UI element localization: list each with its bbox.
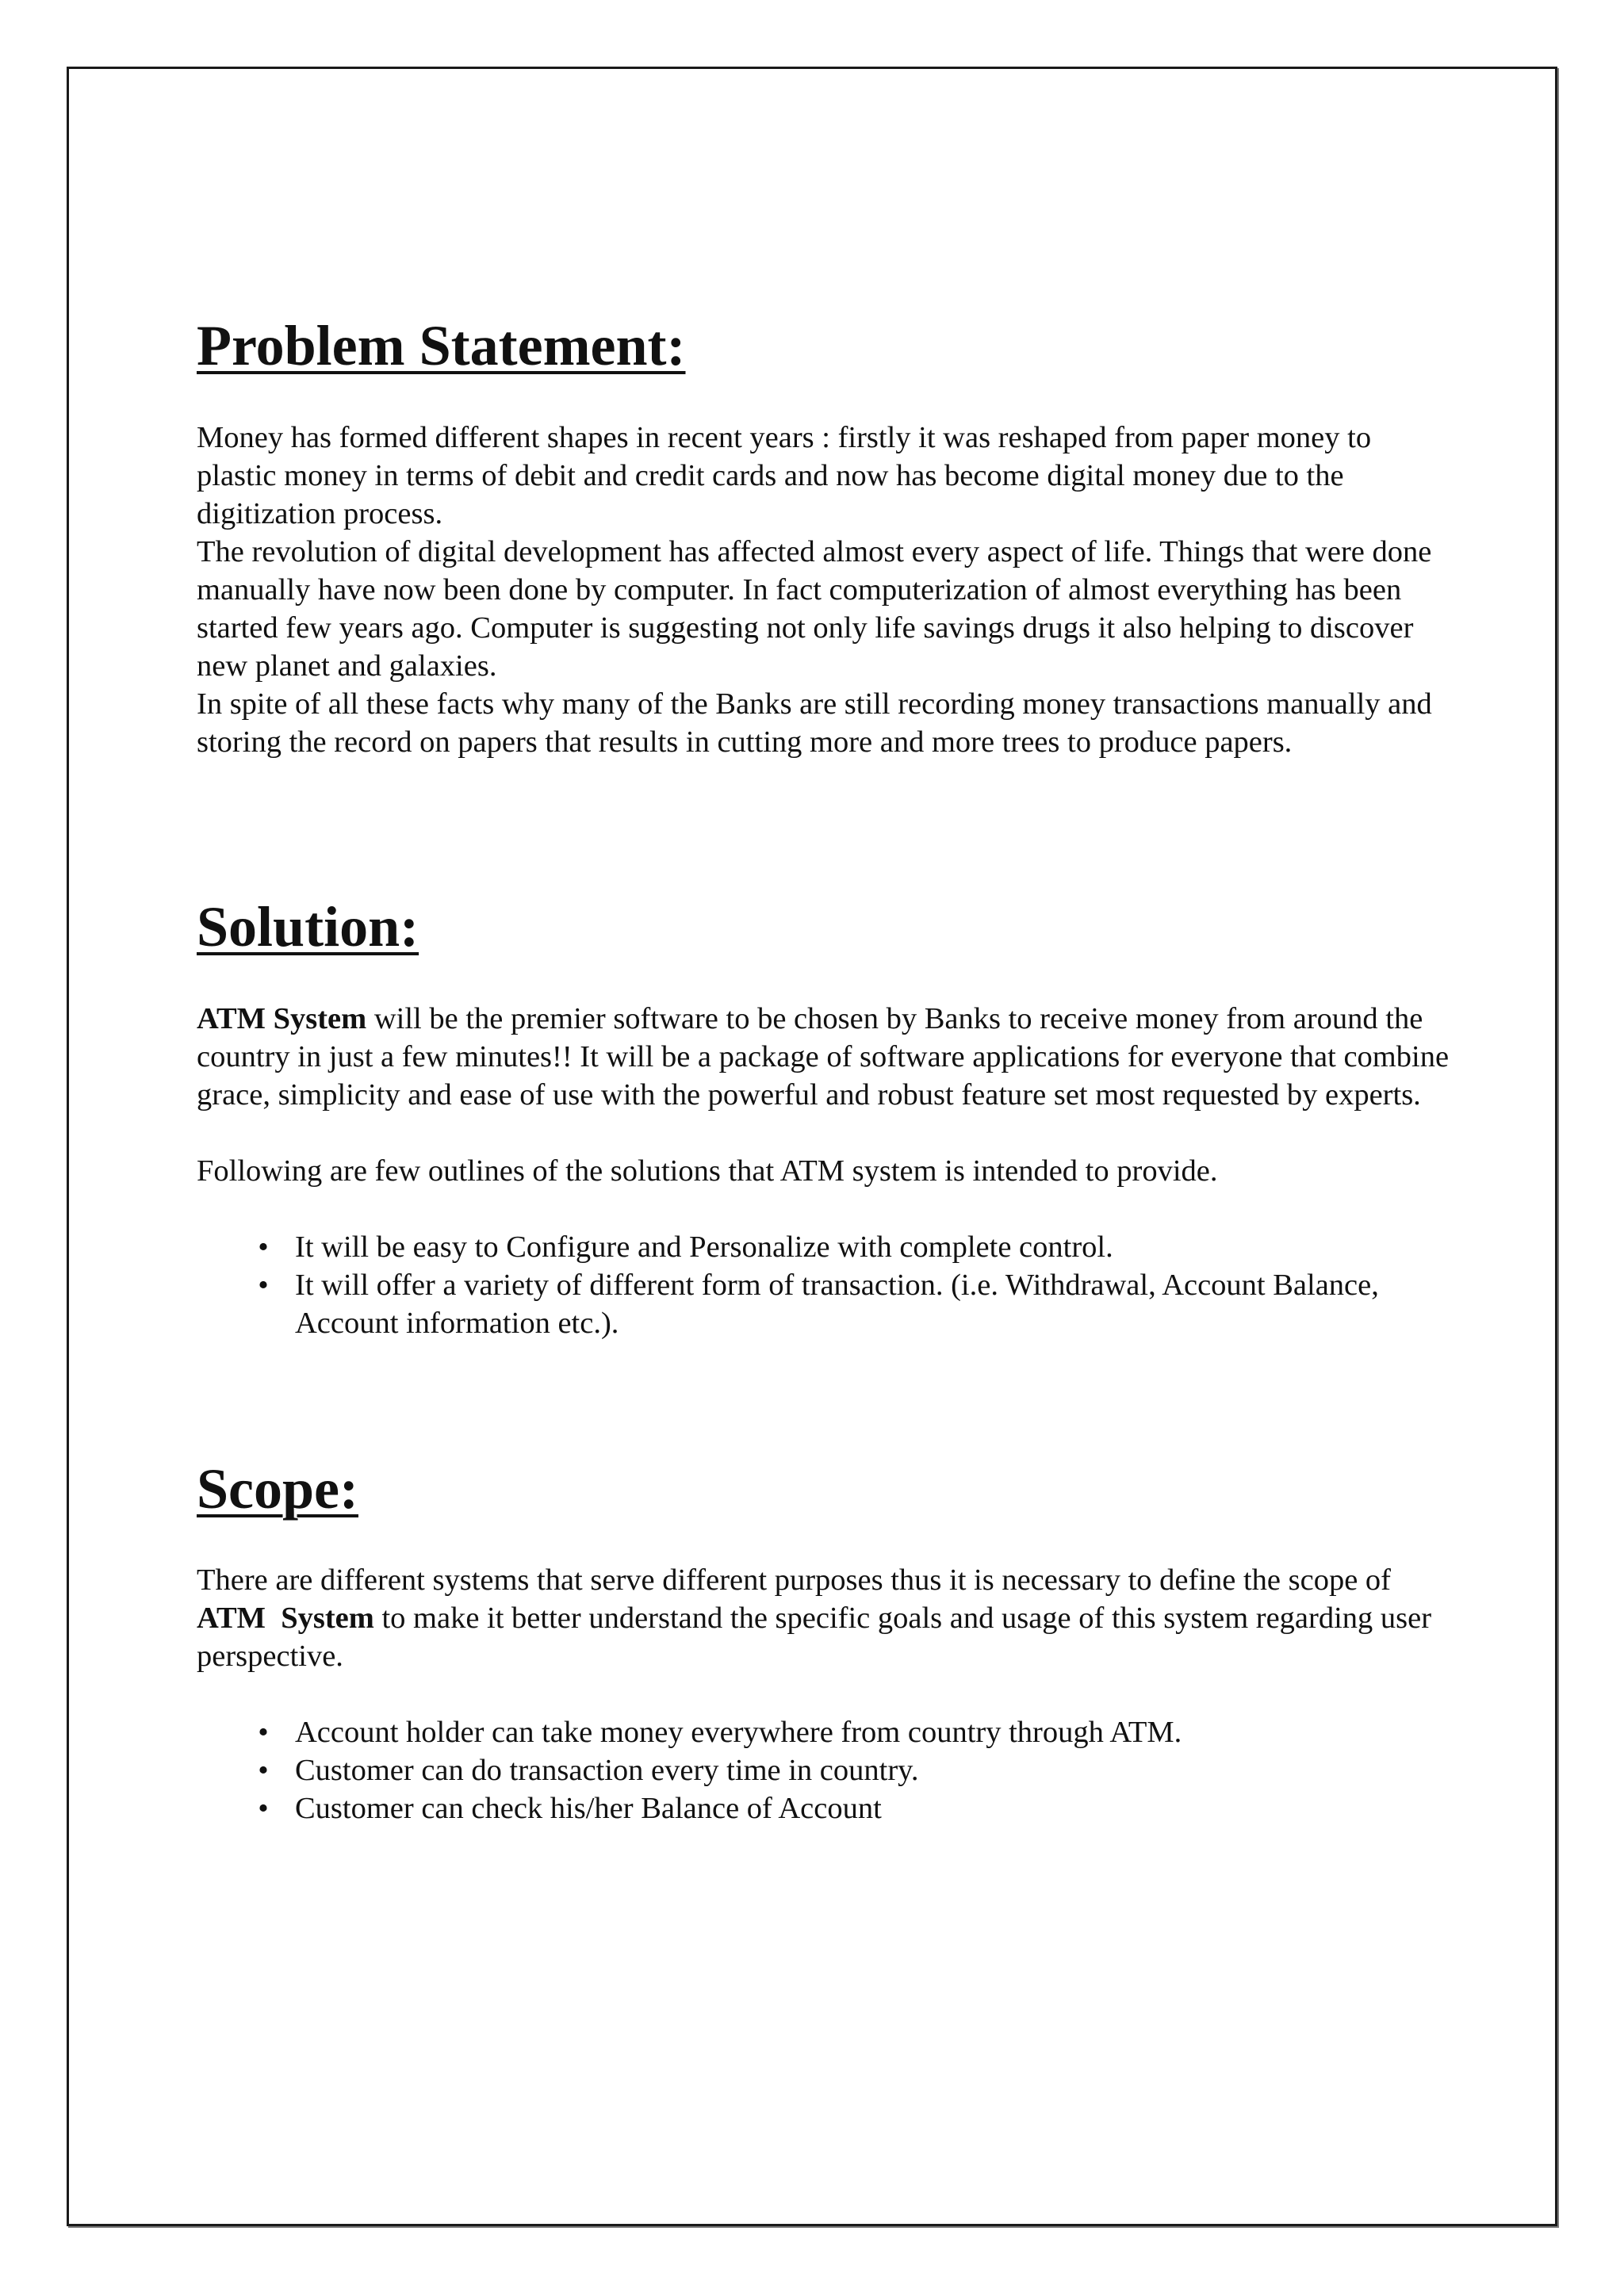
scope-intro-bold: ATM System — [197, 1601, 374, 1636]
scope-heading: Scope: — [197, 1456, 358, 1521]
problem-statement-heading: Problem Statement: — [197, 314, 686, 377]
list-item-text: Account holder can take money everywhere from country through ATM. — [295, 1716, 1182, 1750]
paragraph-spacer — [197, 1190, 1450, 1228]
list-item-text: It will offer a variety of different form of transaction. (i.e. Withdrawal, Account Balance, Account information etc.). — [295, 1268, 1379, 1340]
list-item — [197, 1228, 1450, 1266]
list-item-text: Customer can check his/her Balance of Account — [295, 1792, 882, 1826]
bullet-icon: • — [258, 1716, 269, 1750]
document-content — [197, 313, 1450, 1827]
section-gap — [197, 761, 1450, 894]
scope-section — [197, 1456, 1450, 1828]
solution-intro-bold: ATM System — [197, 1001, 367, 1035]
problem-paragraph-1: Money has formed different shapes in recent years : firstly it was reshaped from paper money to plastic money in terms of debit and credit cards and now has become digital money due to the digitization process. — [197, 420, 1372, 530]
scope-intro-paragraph — [197, 1561, 1450, 1675]
list-item — [197, 1789, 1450, 1827]
list-item-text: Customer can do transaction every time in country. — [295, 1754, 919, 1788]
problem-statement-section — [197, 313, 1450, 761]
paragraph-spacer — [197, 1114, 1450, 1152]
scope-intro-pre: There are different systems that serve different purposes thus it is necessary to define the scope of — [197, 1563, 1391, 1598]
solution-section — [197, 894, 1450, 1342]
bullet-icon: • — [258, 1754, 269, 1788]
list-item — [197, 1266, 1450, 1342]
problem-paragraph-2: The revolution of digital development has affected almost every aspect of life. Things that were done manually have now been done by computer. In fact computerization of almost everything has been started few years ago. Computer is suggesting not only life savings drugs it also helping to discover new planet and galaxies. — [197, 534, 1432, 683]
list-item — [197, 1713, 1450, 1751]
solution-bullet-list — [197, 1228, 1450, 1342]
scope-bullet-list — [197, 1713, 1450, 1827]
list-item — [197, 1751, 1450, 1789]
bullet-icon: • — [258, 1268, 269, 1302]
solution-outline-intro: Following are few outlines of the solutions that ATM system is intended to provide. — [197, 1154, 1218, 1188]
section-gap — [197, 1342, 1450, 1456]
bullet-icon: • — [258, 1792, 269, 1826]
bullet-icon: • — [258, 1230, 269, 1264]
solution-intro-paragraph — [197, 1000, 1450, 1114]
list-item-text: It will be easy to Configure and Personalize with complete control. — [295, 1230, 1113, 1264]
scope-intro-post: to make it better understand the specific goals and usage of this system regarding user perspective. — [197, 1601, 1432, 1674]
paragraph-spacer — [197, 1675, 1450, 1713]
problem-paragraph-3: In spite of all these facts why many of the Banks are still recording money transactions manually and storing the record on papers that results in cutting more and more trees to produce papers. — [197, 687, 1432, 759]
solution-heading: Solution: — [197, 894, 419, 959]
solution-intro-text: will be the premier software to be chosen by Banks to receive money from around the country in just a few minutes!! It will be a package of software applications for everyone that combine grace, simplicity and ease of use with the powerful and robust feature set most requested by experts. — [197, 1001, 1450, 1112]
